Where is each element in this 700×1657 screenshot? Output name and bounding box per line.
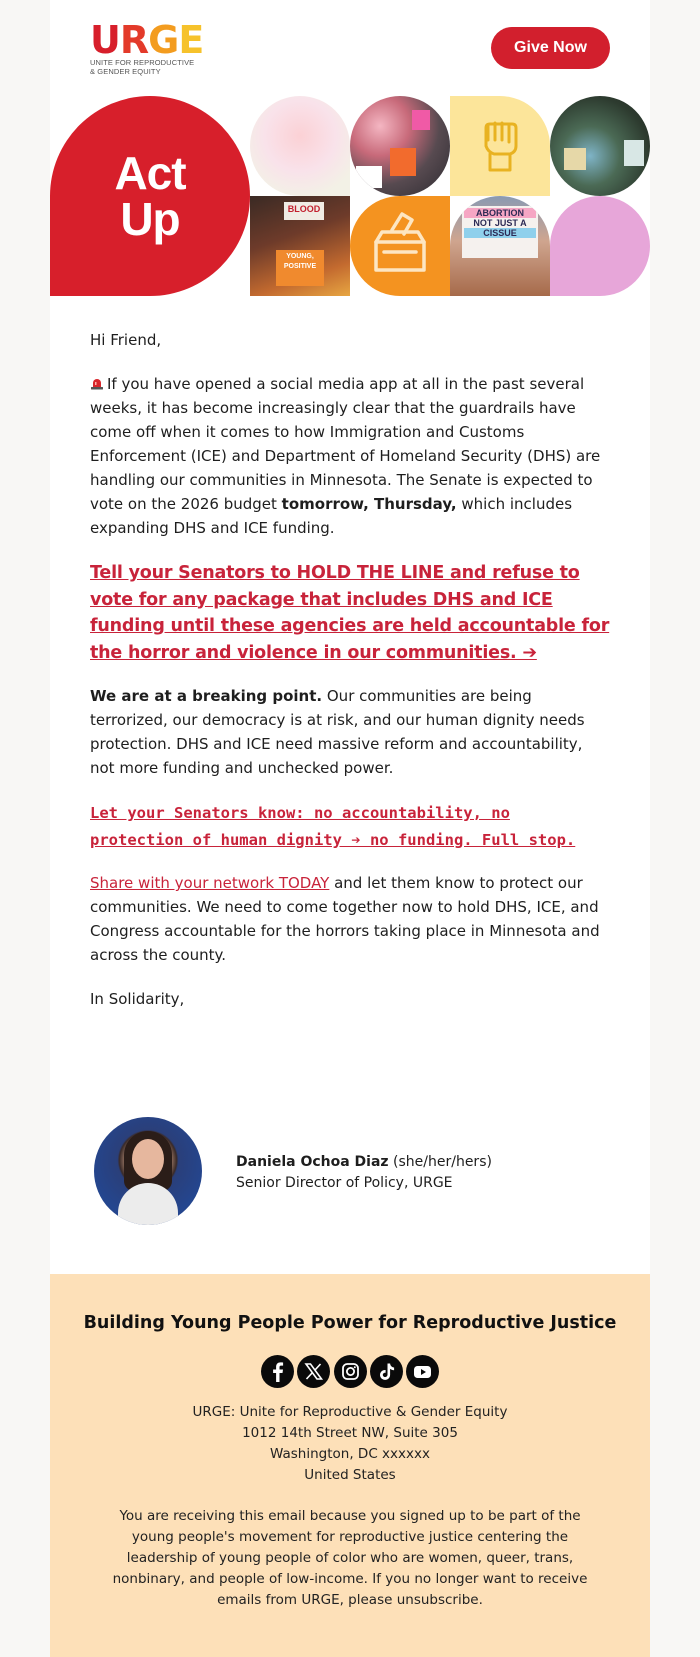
hero-sign-right [624, 140, 644, 166]
raised-fist-icon [450, 96, 550, 196]
facebook-icon[interactable] [261, 1355, 294, 1388]
hero-sign-pink [412, 110, 430, 130]
intro-text-end: which includes expanding DHS and ICE funding. [90, 495, 573, 537]
logo-tagline-line2: & GENDER EQUITY [90, 67, 161, 76]
greeting: Hi Friend, [90, 331, 162, 349]
intro-text-bold: tomorrow, Thursday, [281, 495, 457, 513]
hero-sign-left [564, 148, 586, 170]
avatar [94, 1117, 202, 1225]
hero-photo-abortion-sign [450, 196, 550, 296]
breaking-point-text: Our communities are being terrorized, our democracy is at risk, and our human dignity needs protection. DHS and ICE need massive reform and accountability, not more funding and unchecked power. [90, 687, 585, 777]
hero-tile-fist [450, 96, 550, 196]
logo-letter-g: G [148, 18, 179, 62]
subscription-notice: You are receiving this email because you signed up to be part of the young people's movement for reproductive justice centering the leadership of young people of color who are women, queer, trans, nonbinary, and people of low-income. If you no longer want to receive emails from URGE, please unsubscribe. [112, 1508, 588, 1608]
address-street: 1012 14th Street NW, Suite 305 [242, 1425, 458, 1441]
avatar-shirt [118, 1183, 178, 1225]
logo-letter-u: U [90, 18, 120, 62]
share-paragraph-text: and let them know to protect our communities. We need to come together now to hold DHS, ICE, and Congress accountable for the horrors taking place in Minnesota and across the county. [90, 874, 600, 964]
breaking-point-paragraph [90, 684, 610, 780]
breaking-point-bold: We are at a breaking point. [90, 687, 323, 705]
let-senators-know-link[interactable]: Let your Senators know: no accountability, no protection of human dignity ➔ no funding. Full stop. [90, 804, 576, 849]
ballot-box-icon [350, 196, 450, 296]
hero-tile-pink [550, 196, 650, 296]
hero-sign-young-text: YOUNG, [286, 253, 314, 260]
logo-tagline [90, 58, 194, 76]
hero-sign-blood: BLOOD [284, 202, 324, 220]
hero-photo-protest-crowd [350, 96, 450, 196]
mailing-address [50, 1402, 650, 1486]
hero-photo-young-protester [250, 196, 350, 296]
signature-name: Daniela Ochoa Diaz [236, 1154, 389, 1170]
hero-tile-ballot-box [350, 196, 450, 296]
logo-tagline-line1: UNITE FOR REPRODUCTIVE [90, 58, 195, 67]
hero-sign-orange [390, 148, 416, 176]
signature-name-line [236, 1152, 492, 1173]
email-body [90, 328, 610, 1031]
logo-letter-e: E [178, 18, 204, 62]
share-network-link[interactable]: Share with your network TODAY [90, 874, 330, 892]
intro-text-start: If you have opened a social media app at all in the past several weeks, it has become increasingly clear that the guardrails have come off when it comes to how Immigration and Customs Enforcement (ICE) and Department of Homeland Security (DHS) are handling our communities in Minnesota. The Senate is expected to vote on the 2026 budget [90, 375, 601, 513]
instagram-icon[interactable] [334, 1355, 367, 1388]
footer-title: Building Young People Power for Reproductive Justice [83, 1313, 617, 1333]
siren-icon [90, 376, 104, 390]
tell-senators-link[interactable]: Tell your Senators to HOLD THE LINE and refuse to vote for any package that includes DHS and ICE funding until these agencies are held accountable for the horror and violence in our communities. ➔ [90, 563, 610, 663]
hero-sign-young-positive [276, 250, 324, 286]
share-paragraph [90, 871, 610, 967]
act-up-badge [50, 96, 250, 296]
intro-paragraph [90, 372, 610, 540]
address-org: URGE: Unite for Reproductive & Gender Equity [192, 1404, 508, 1420]
tiktok-icon[interactable] [370, 1355, 403, 1388]
hero-photo-protesters-signs [550, 96, 650, 196]
signature-pronouns: (she/her/hers) [388, 1154, 492, 1170]
email-card [50, 0, 650, 1657]
logo-wordmark [90, 20, 203, 60]
signature-title: Senior Director of Policy, URGE [236, 1175, 453, 1191]
footer [50, 1274, 650, 1657]
hero-banner [50, 96, 650, 296]
hero-sign-abortion-line3: CISSUE [464, 228, 536, 238]
hero-title-line2: Up [120, 193, 180, 245]
avatar-face [132, 1139, 164, 1179]
hero-sign-abortion [462, 206, 538, 258]
closing: In Solidarity, [90, 990, 185, 1008]
hero-sign-abortion-line1: ABORTION [464, 208, 536, 218]
youtube-icon[interactable] [406, 1355, 439, 1388]
social-links [261, 1355, 439, 1389]
urge-logo[interactable] [90, 20, 215, 78]
logo-letter-r: R [119, 18, 149, 62]
hero-sign-fragment [356, 166, 382, 188]
hero-sign-abortion-line2: NOT JUST A [473, 218, 527, 228]
hero-title-line1: Act [114, 147, 186, 199]
address-country: United States [304, 1467, 396, 1483]
hero-sign-positive-text: POSITIVE [283, 263, 317, 270]
give-now-button[interactable]: Give Now [491, 27, 610, 69]
x-icon[interactable] [297, 1355, 330, 1388]
signature-block [236, 1152, 492, 1194]
address-city: Washington, DC xxxxxx [270, 1446, 430, 1462]
hero-tile-gradient [250, 96, 350, 196]
